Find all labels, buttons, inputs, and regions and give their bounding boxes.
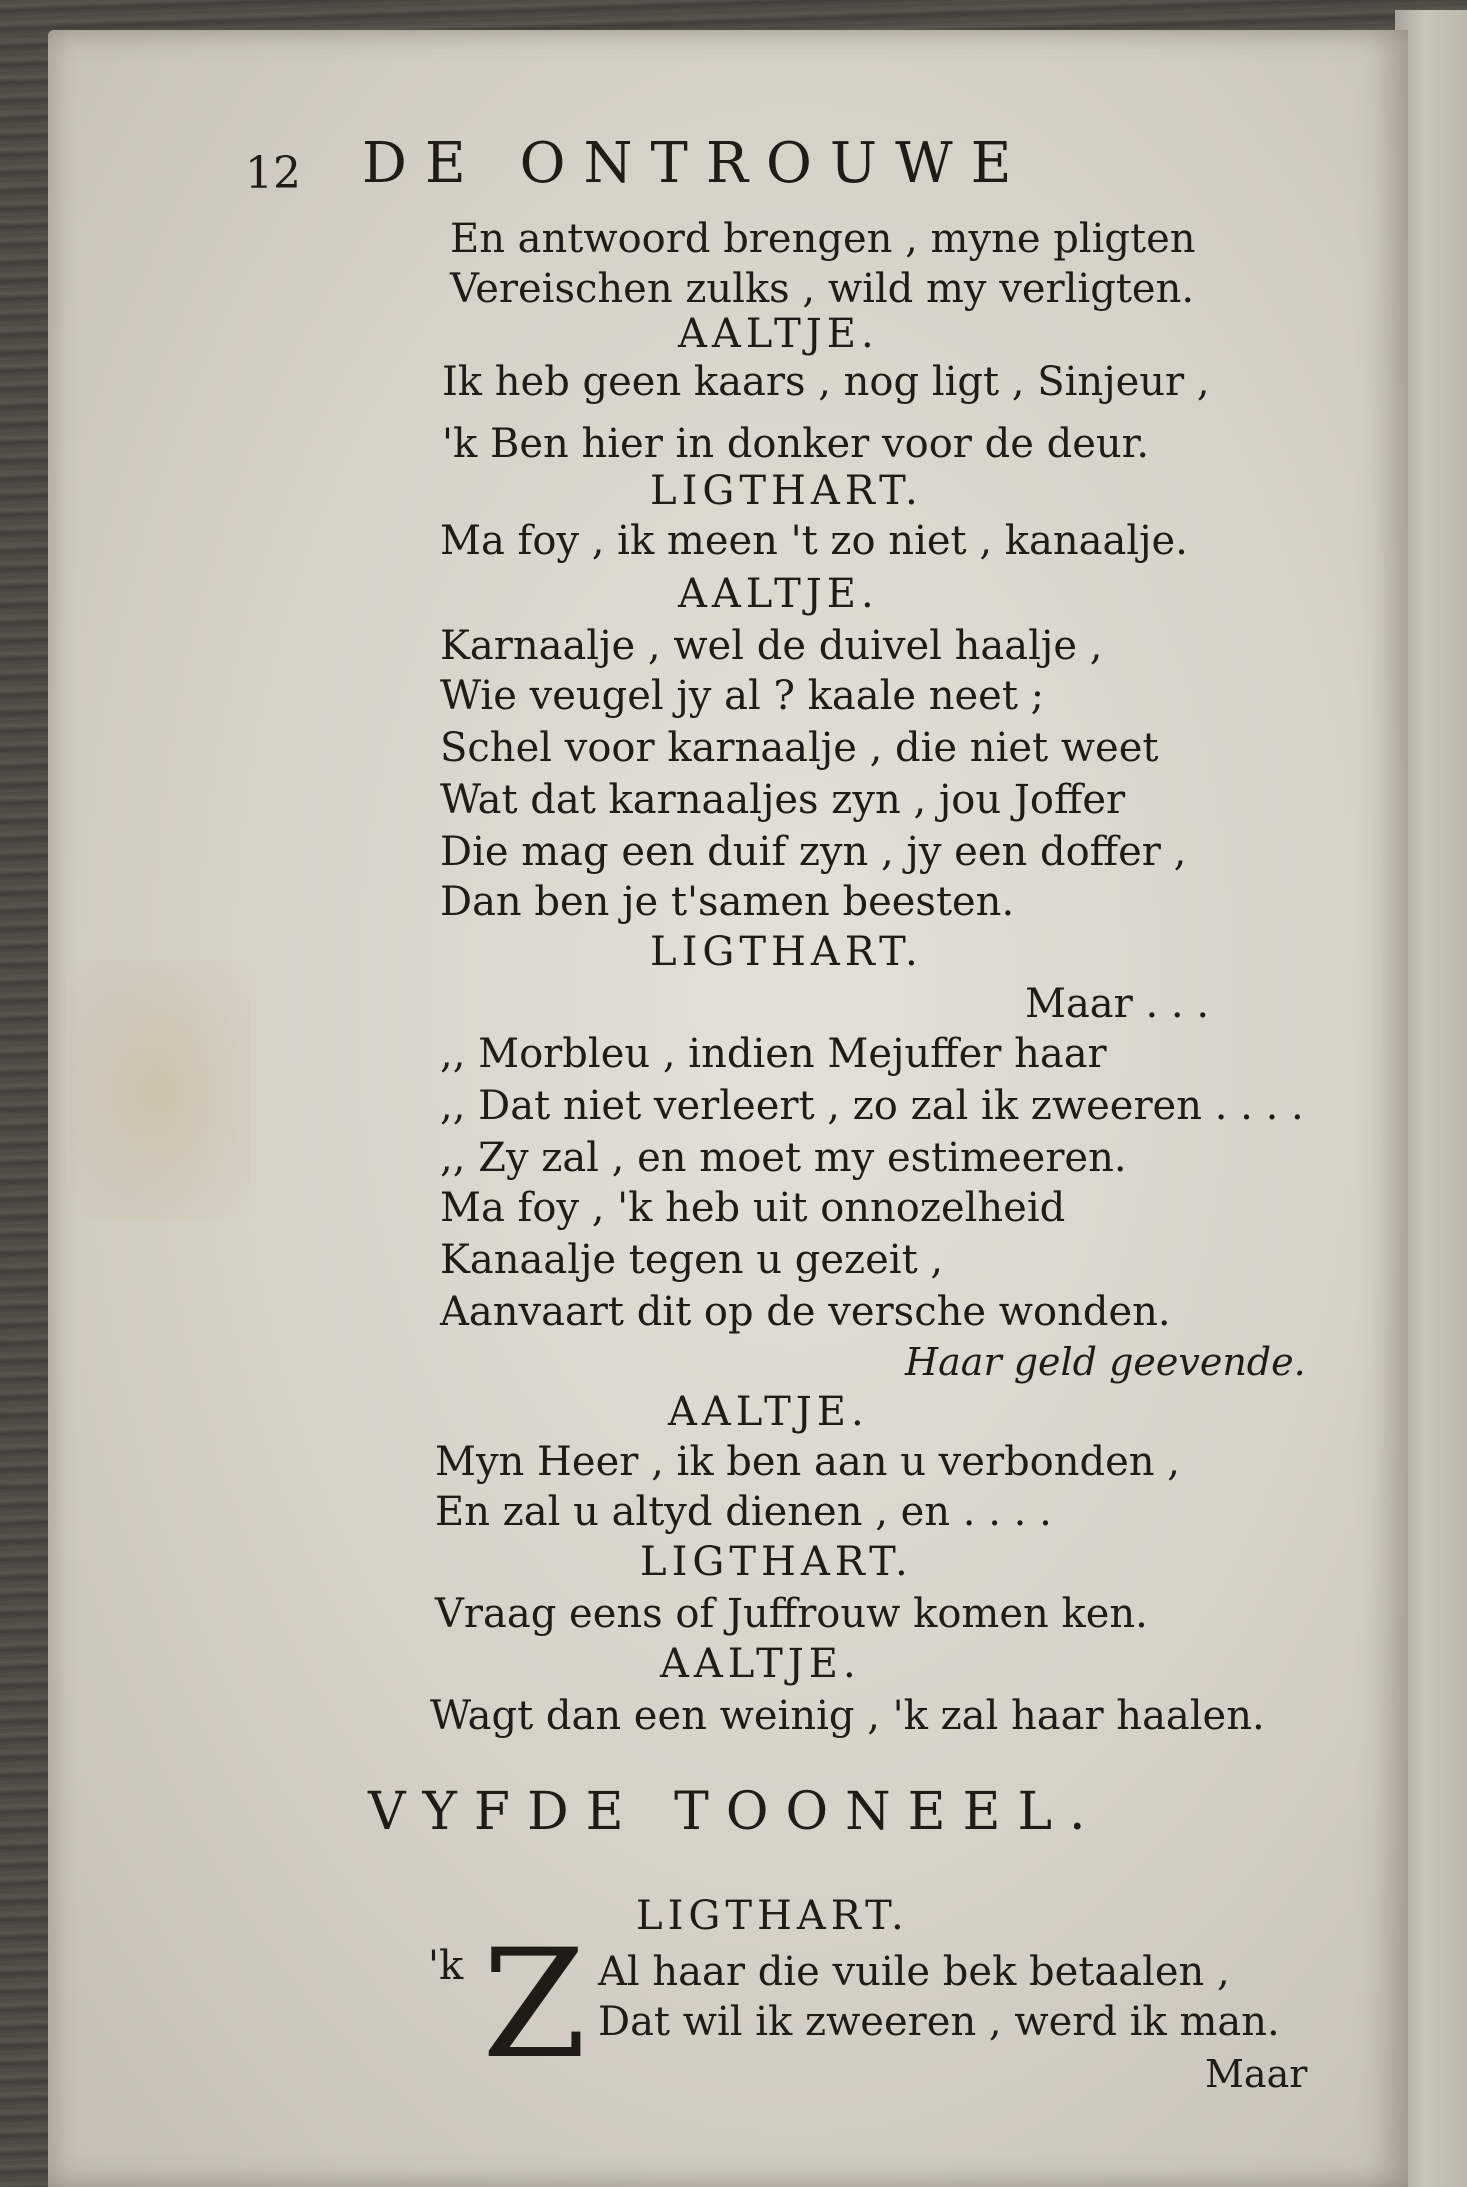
speaker-name: LIGTHART.	[640, 1539, 913, 1585]
page-number: 12	[245, 148, 301, 199]
verse-line: Vraag eens of Juffrouw komen ken.	[435, 1591, 1148, 1637]
verse-line: Ik heb geen kaars , nog ligt , Sinjeur ,	[442, 359, 1210, 405]
speaker-name: AALTJE.	[660, 1641, 861, 1687]
verse-line: ,, Dat niet verleert , zo zal ik zweeren . . . .	[440, 1083, 1304, 1129]
verse-line: Ma foy , ik meen 't zo niet , kanaalje.	[440, 518, 1188, 564]
drop-cap: Z	[482, 1918, 587, 2092]
catchword: Maar	[1205, 2052, 1308, 2096]
verse-line: ,, Morbleu , indien Mejuffer haar	[440, 1031, 1107, 1077]
scene-title: VYFDE TOONEEL.	[368, 1782, 1103, 1842]
verse-prefix: 'k	[428, 1943, 464, 1989]
verse-line: Schel voor karnaalje , die niet weet	[440, 725, 1159, 771]
verse-line: Maar . . .	[1025, 981, 1210, 1027]
speaker-name: LIGTHART.	[650, 929, 923, 975]
verse-line: Ma foy , 'k heb uit onnozelheid	[440, 1185, 1066, 1231]
verse-line: ,, Zy zal , en moet my estimeeren.	[440, 1135, 1127, 1181]
speaker-name: AALTJE.	[678, 571, 879, 617]
verse-line: Dan ben je t'samen beesten.	[440, 879, 1015, 925]
running-header: DE ONTROUWE	[362, 131, 1030, 196]
verse-line: Die mag een duif zyn , jy een doffer ,	[440, 829, 1187, 875]
verse-line: En zal u altyd dienen , en . . . .	[435, 1489, 1052, 1535]
verse-line: En antwoord brengen , myne pligten	[450, 216, 1196, 262]
verse-line: Wat dat karnaaljes zyn , jou Joffer	[440, 777, 1126, 823]
paper-stain	[70, 960, 250, 1220]
speaker-name: LIGTHART.	[636, 1893, 909, 1939]
verse-line: Karnaalje , wel de duivel haalje ,	[440, 623, 1103, 669]
speaker-name: LIGTHART.	[650, 468, 923, 514]
verse-line: Aanvaart dit op de versche wonden.	[440, 1289, 1171, 1335]
speaker-name: AALTJE.	[668, 1389, 869, 1435]
verse-line: Wie veugel jy al ? kaale neet ;	[440, 673, 1045, 719]
speaker-name: AALTJE.	[678, 311, 879, 357]
verse-line: Myn Heer , ik ben aan u verbonden ,	[435, 1439, 1180, 1485]
verse-line: Dat wil ik zweeren , werd ik man.	[598, 1999, 1280, 2045]
verse-line: Vereischen zulks , wild my verligten.	[450, 266, 1195, 312]
verse-line: Kanaalje tegen u gezeit ,	[440, 1237, 944, 1283]
verse-line: Al haar die vuile bek betaalen ,	[598, 1949, 1230, 1995]
verse-line: 'k Ben hier in donker voor de deur.	[442, 421, 1150, 467]
verse-line: Wagt dan een weinig , 'k zal haar haalen.	[430, 1693, 1265, 1739]
stage-direction: Haar geld geevende.	[905, 1340, 1306, 1384]
